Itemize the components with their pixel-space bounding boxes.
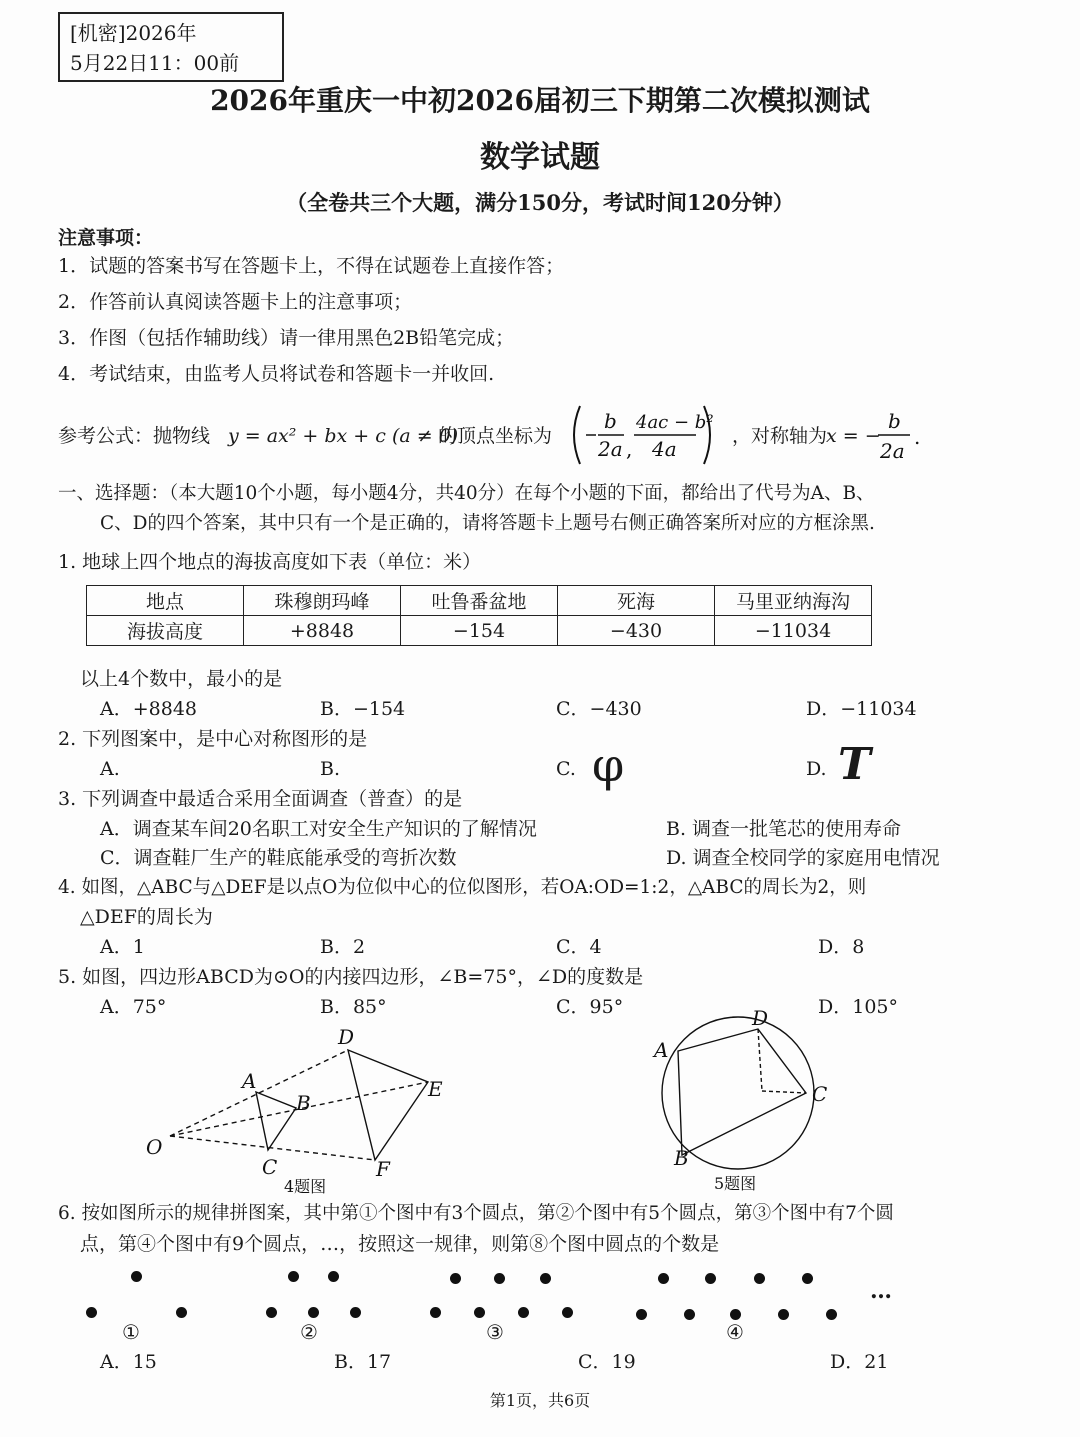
pattern-dot bbox=[540, 1273, 551, 1284]
figure-4-caption: 4题图 bbox=[284, 1177, 327, 1196]
comma-glyph: , bbox=[626, 437, 633, 461]
pattern-dot bbox=[176, 1307, 187, 1318]
figure-4-homothety bbox=[130, 1020, 470, 1200]
pattern-dot bbox=[826, 1309, 837, 1320]
table-cell: 海拔高度 bbox=[87, 616, 244, 646]
exam-title: 2026年重庆一中初2026届初三下期第二次模拟测试 bbox=[210, 84, 870, 117]
label-e: E bbox=[428, 1077, 443, 1101]
confidential-line1: [机密]2026年 bbox=[70, 21, 197, 45]
table-cell: −11034 bbox=[715, 616, 872, 646]
q2-option-c: C. bbox=[556, 758, 576, 780]
vertex-coordinate-formula bbox=[566, 402, 736, 468]
q4-option-c: C．4 bbox=[556, 936, 602, 958]
q5-option-d: D．105° bbox=[818, 996, 898, 1018]
vertex-x-denominator: 2a bbox=[598, 437, 623, 461]
q1-option-b: B．−154 bbox=[320, 698, 406, 720]
note-item: 3．作图（包括作辅助线）请一律用黑色2B铅笔完成； bbox=[58, 327, 515, 349]
note-item: 1．试题的答案书写在答题卡上，不得在试题卷上直接作答； bbox=[58, 255, 565, 277]
pattern-label: ① bbox=[122, 1320, 140, 1344]
table-header-cell: 马里亚纳海沟 bbox=[715, 586, 872, 616]
q6-option-c: C．19 bbox=[578, 1351, 636, 1373]
pattern-dot bbox=[658, 1273, 669, 1284]
pattern-dot bbox=[754, 1273, 765, 1284]
axis-denominator: 2a bbox=[880, 439, 905, 463]
q4-stem-line2: △DEF的周长为 bbox=[80, 906, 213, 928]
formula-axis-lhs: x = − bbox=[826, 425, 881, 447]
vertex-y-numerator: 4ac − b² bbox=[636, 412, 714, 433]
figure-5-inscribed-quadrilateral bbox=[640, 1005, 840, 1195]
subject-title: 数学试题 bbox=[480, 140, 600, 175]
table-cell: +8848 bbox=[244, 616, 401, 646]
q3-stem: 3. 下列调查中最适合采用全面调查（普查）的是 bbox=[58, 788, 463, 810]
q1-stem: 1. 地球上四个地点的海拔高度如下表（单位：米） bbox=[58, 551, 482, 573]
q2-option-b: B. bbox=[320, 758, 341, 780]
q1-option-d: D．−11034 bbox=[806, 698, 917, 720]
pattern-dot bbox=[730, 1309, 741, 1320]
page-number: 第1页，共6页 bbox=[489, 1391, 591, 1410]
q6-option-a: A．15 bbox=[100, 1351, 157, 1373]
triangle-abc bbox=[256, 1092, 296, 1150]
pattern-dot bbox=[288, 1271, 299, 1282]
q2-option-d: D. bbox=[806, 758, 827, 780]
q3-option-d: D. 调查全校同学的家庭用电情况 bbox=[666, 847, 940, 869]
q4-option-a: A．1 bbox=[100, 936, 145, 958]
pattern-dot bbox=[636, 1309, 647, 1320]
pattern-dot bbox=[778, 1309, 789, 1320]
pattern-dot bbox=[684, 1309, 695, 1320]
axis-fraction bbox=[874, 402, 924, 468]
pattern-dot bbox=[474, 1307, 485, 1318]
q5-option-a: A．75° bbox=[100, 996, 167, 1018]
table-cell: −430 bbox=[558, 616, 715, 646]
confidential-box bbox=[58, 12, 284, 82]
formula-vertex-text: 的顶点坐标为 bbox=[438, 425, 553, 447]
q6-stem-line1: 6. 按如图所示的规律拼图案，其中第①个图中有3个圆点，第②个图中有5个圆点，第③个图中有7个圆 bbox=[58, 1203, 894, 1224]
q4-option-d: D．8 bbox=[818, 936, 865, 958]
q6-stem-line2: 点，第④个图中有9个圆点，…，按照这一规律，则第⑧个图中圆点的个数是 bbox=[80, 1233, 720, 1255]
label-c: C bbox=[262, 1155, 278, 1179]
note-item: 4．考试结束，由监考人员将试卷和答题卡一并收回. bbox=[58, 363, 495, 385]
section1-intro-line1: 一、选择题：（本大题10个小题，每小题4分，共40分）在每个小题的下面，都给出了代号为A、B、 bbox=[58, 483, 875, 504]
q1-option-a: A．+8848 bbox=[100, 698, 197, 720]
label-b: B bbox=[296, 1091, 311, 1115]
pattern-dot bbox=[450, 1273, 461, 1284]
note-item: 2．作答前认真阅读答题卡上的注意事项； bbox=[58, 291, 413, 313]
pattern-dot bbox=[518, 1307, 529, 1318]
dashed-line bbox=[762, 1091, 806, 1093]
table-header-cell: 地点 bbox=[87, 586, 244, 616]
q2-option-a: A. bbox=[100, 758, 120, 780]
q3-option-b: B. 调查一批笔芯的使用寿命 bbox=[666, 818, 902, 840]
table-header-cell: 死海 bbox=[558, 586, 715, 616]
pattern-label: ④ bbox=[726, 1320, 744, 1344]
q2-stem: 2. 下列图案中，是中心对称图形的是 bbox=[58, 728, 368, 750]
table-header-cell: 珠穆朗玛峰 bbox=[244, 586, 401, 616]
section1-intro-line2: C、D的四个答案，其中只有一个是正确的，请将答题卡上题号右侧正确答案所对应的方框涂黑. bbox=[100, 513, 875, 534]
q6-option-b: B．17 bbox=[334, 1351, 392, 1373]
pattern-ellipsis: … bbox=[870, 1278, 892, 1304]
vertex-y-denominator: 4a bbox=[652, 437, 677, 461]
table-header-cell: 吐鲁番盆地 bbox=[401, 586, 558, 616]
q3-option-c: C．调查鞋厂生产的鞋底能承受的弯折次数 bbox=[100, 847, 457, 869]
confidential-line2: 5月22日11：00前 bbox=[70, 51, 240, 75]
table-row bbox=[87, 616, 872, 646]
label-b: B bbox=[674, 1146, 689, 1170]
table-cell: −154 bbox=[401, 616, 558, 646]
triangle-def bbox=[348, 1050, 428, 1160]
pattern-dot bbox=[350, 1307, 361, 1318]
q3-option-a: A．调查某车间20名职工对安全生产知识的了解情况 bbox=[100, 818, 537, 840]
formula-expression: y = ax² + bx + c (a ≠ 0) bbox=[228, 425, 459, 447]
table-row bbox=[87, 586, 872, 616]
q5-option-c: C．95° bbox=[556, 996, 624, 1018]
q6-option-d: D．21 bbox=[830, 1351, 889, 1373]
pattern-dot bbox=[131, 1271, 142, 1282]
pattern-dot bbox=[328, 1271, 339, 1282]
pattern-dot bbox=[86, 1307, 97, 1318]
q5-option-b: B．85° bbox=[320, 996, 387, 1018]
label-d: D bbox=[752, 1006, 769, 1030]
label-a: A bbox=[654, 1038, 669, 1062]
notes-heading: 注意事项： bbox=[58, 227, 154, 249]
pattern-dot bbox=[705, 1273, 716, 1284]
pattern-label: ③ bbox=[486, 1320, 504, 1344]
altitude-table bbox=[86, 585, 872, 646]
label-d: D bbox=[338, 1025, 355, 1049]
phi-symbol-icon: φ bbox=[592, 738, 625, 792]
exam-subtitle: （全卷共三个大题，满分150分，考试时间120分钟） bbox=[286, 190, 794, 215]
pattern-dot bbox=[266, 1307, 277, 1318]
formula-label: 参考公式：抛物线 bbox=[58, 425, 211, 447]
label-a: A bbox=[242, 1069, 257, 1093]
pattern-dot bbox=[562, 1307, 573, 1318]
period-glyph: . bbox=[914, 425, 921, 449]
dashed-line bbox=[758, 1029, 762, 1091]
pattern-dot bbox=[430, 1307, 441, 1318]
t-symbol-icon: T bbox=[838, 739, 871, 790]
pattern-dot bbox=[802, 1273, 813, 1284]
vertex-x-numerator: b bbox=[604, 409, 617, 433]
q4-stem-line1: 4. 如图，△ABC与△DEF是以点O为位似中心的位似图形，若OA:OD=1:2，△ABC的周长为2，则 bbox=[58, 877, 867, 898]
formula-axis-text: ，对称轴为 bbox=[732, 425, 828, 447]
q5-stem: 5. 如图，四边形ABCD为⊙O的内接四边形，∠B=75°，∠D的度数是 bbox=[58, 966, 644, 988]
q1-question: 以上4个数中，最小的是 bbox=[80, 668, 283, 690]
q1-option-c: C．−430 bbox=[556, 698, 642, 720]
label-o: O bbox=[146, 1135, 163, 1159]
pattern-dot bbox=[308, 1307, 319, 1318]
figure-5-caption: 5题图 bbox=[714, 1174, 757, 1193]
label-c: C bbox=[812, 1082, 828, 1106]
label-f: F bbox=[376, 1157, 390, 1181]
pattern-dot bbox=[494, 1273, 505, 1284]
axis-numerator: b bbox=[888, 409, 901, 433]
q4-option-b: B．2 bbox=[320, 936, 366, 958]
pattern-label: ② bbox=[300, 1320, 318, 1344]
